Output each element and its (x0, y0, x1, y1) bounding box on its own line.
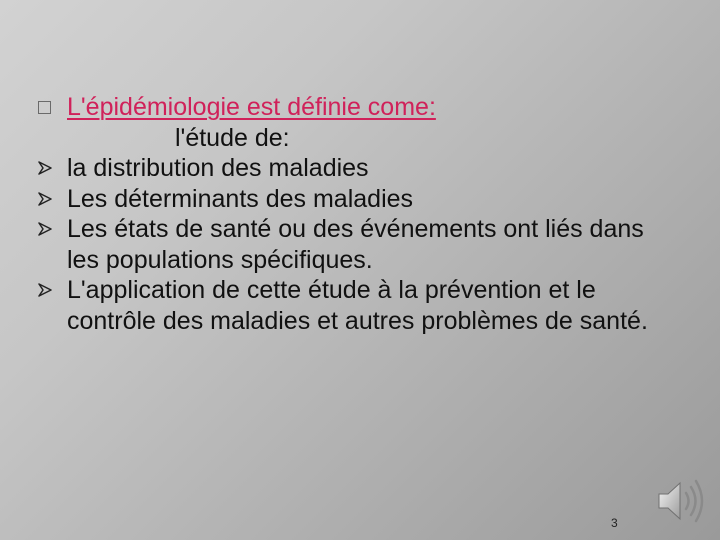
list-item-text: Les états de santé ou des événements ont liés dans les populations spécifiques. (67, 215, 644, 274)
speaker-icon[interactable] (655, 475, 705, 527)
list-item-text: la distribution des maladies (67, 154, 369, 182)
subheading-line (38, 123, 678, 154)
arrow-bullet-icon (38, 275, 58, 305)
list-item (38, 184, 678, 215)
checkbox-icon (38, 92, 58, 122)
slide-heading[interactable]: L'épidémiologie est définie come: (67, 93, 436, 121)
list-item-text: Les déterminants des maladies (67, 184, 414, 213)
arrow-bullet-icon (38, 153, 58, 183)
heading-line (38, 92, 678, 123)
arrow-bullet-icon (38, 184, 58, 214)
slide-content (38, 92, 678, 336)
list-item (38, 214, 678, 275)
list-item (38, 275, 678, 336)
list-item (38, 153, 678, 184)
slide-subheading: l'étude de: (175, 123, 290, 152)
arrow-bullet-icon (38, 214, 58, 244)
list-item-text: L'application de cette étude à la prévention et le contrôle des maladies et autres problèmes de santé. (67, 276, 648, 335)
page-number: 3 (611, 516, 618, 530)
